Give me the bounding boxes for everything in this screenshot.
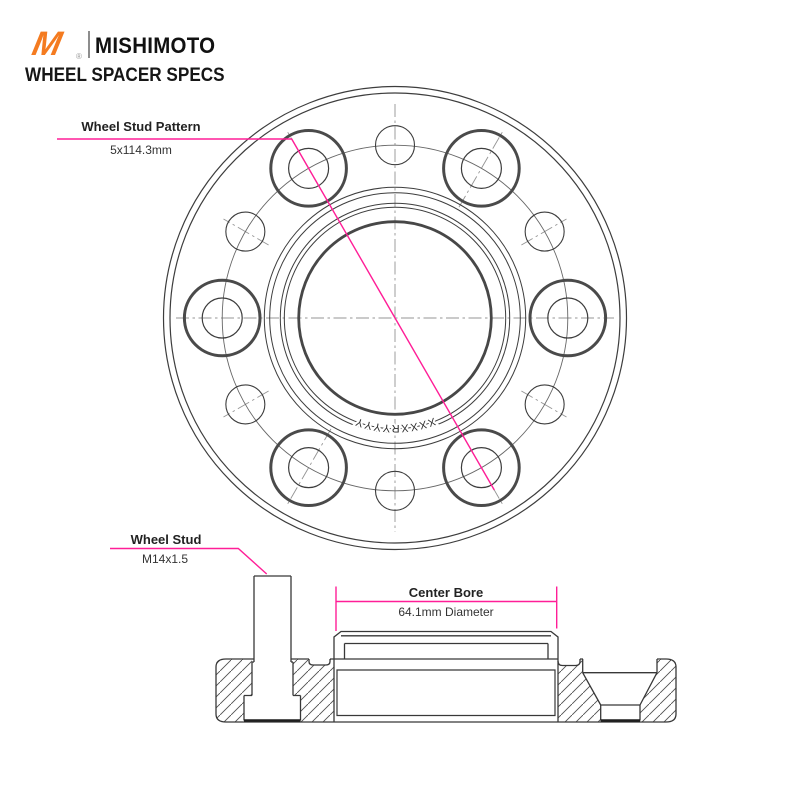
hub-lip-step xyxy=(334,636,558,659)
wheel-stud-value: M14x1.5 xyxy=(141,552,189,566)
bore-void xyxy=(337,670,555,716)
annotation-center-bore xyxy=(356,585,536,600)
hub-walls xyxy=(334,659,558,722)
logo-separator xyxy=(88,31,90,58)
wheel-stud-pattern-value: 5x114.3mm xyxy=(110,143,172,157)
page-title: WHEEL SPACER SPECS xyxy=(25,64,225,86)
center-bore-label: Center Bore xyxy=(408,585,484,600)
annotation-wheel-stud-value xyxy=(95,552,235,566)
engraved-part-number: XXXXRYYYY xyxy=(352,414,438,434)
brand-name: MISHIMOTO xyxy=(95,33,216,58)
svg-text:XXXXRYYYY xyxy=(353,415,437,434)
annotation-wheel-stud-pattern xyxy=(56,119,226,134)
center-bore-value: 64.1mm Diameter xyxy=(398,605,494,619)
wheel-stud-pattern-label: Wheel Stud Pattern xyxy=(81,119,201,134)
wheel-stud-label: Wheel Stud xyxy=(130,532,202,547)
annotation-center-bore-value xyxy=(356,605,536,619)
registered-trademark: ® xyxy=(76,52,82,61)
annotation-wheel-stud-pattern-value xyxy=(56,143,226,157)
annotation-wheel-stud xyxy=(96,532,236,547)
mishimoto-logo-icon: M xyxy=(28,25,66,63)
